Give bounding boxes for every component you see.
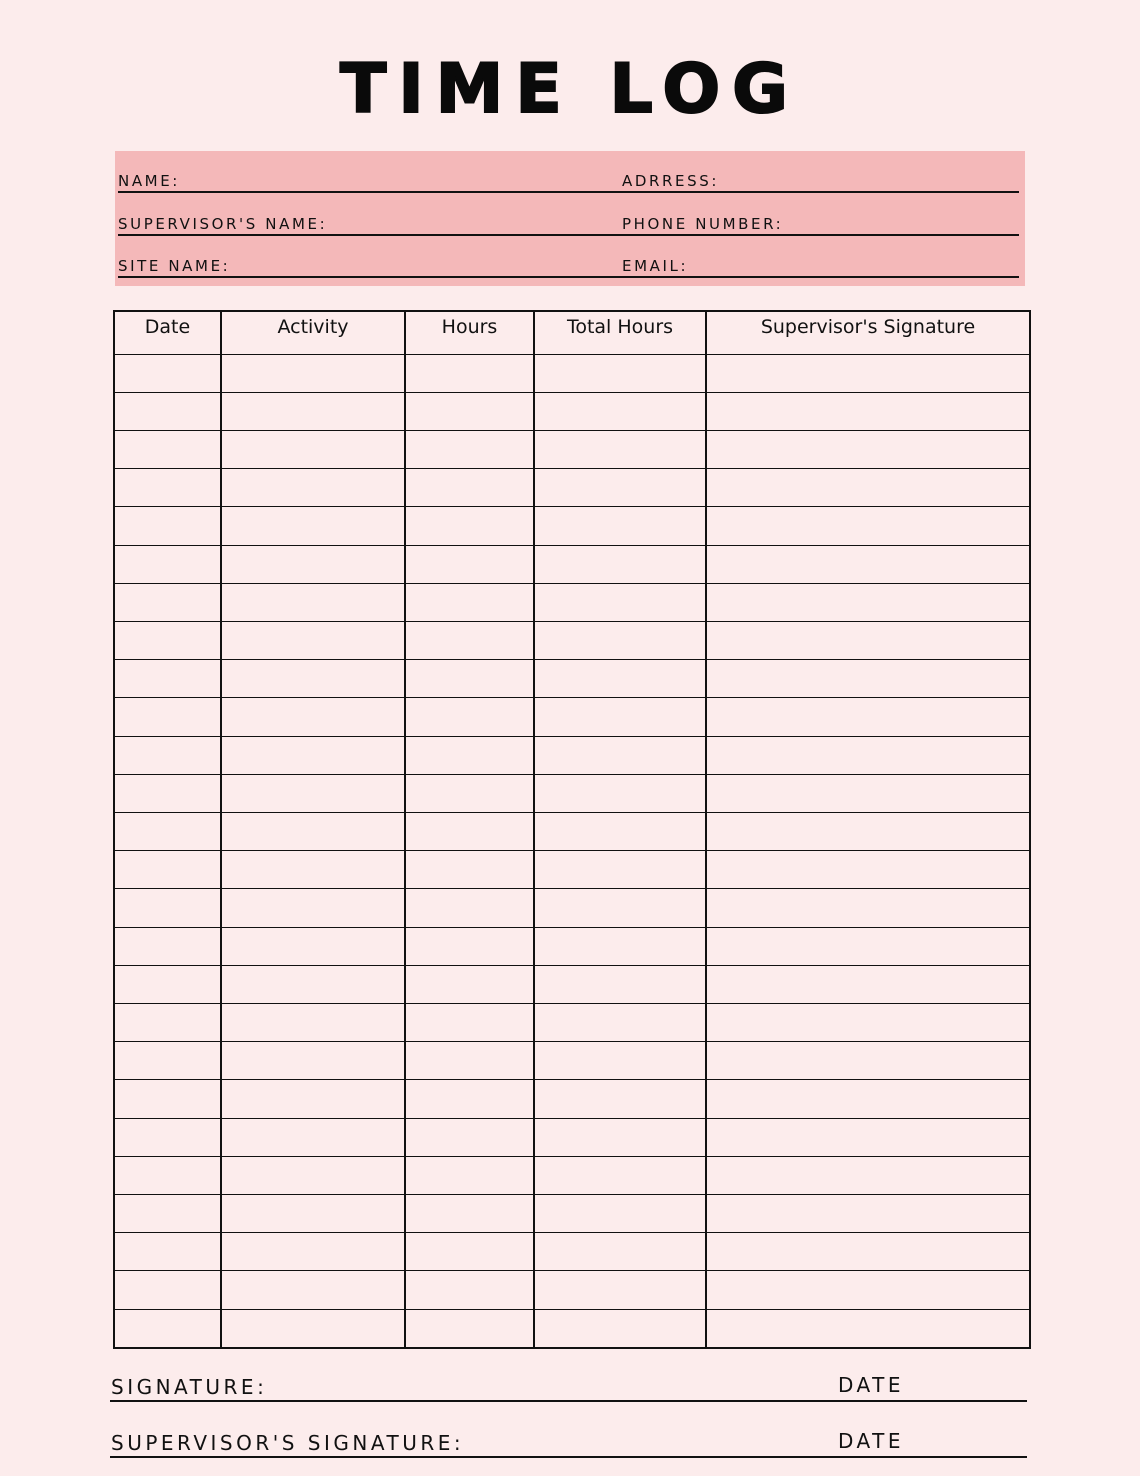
cell-date[interactable] [114, 851, 221, 889]
cell-total-hours[interactable] [534, 507, 706, 545]
cell-supervisor-signature[interactable] [706, 545, 1030, 583]
phone-number-label: PHONE NUMBER: [622, 215, 784, 233]
table-row [114, 660, 1030, 698]
table-row [114, 927, 1030, 965]
cell-supervisor-signature[interactable] [706, 1309, 1030, 1348]
table-row [114, 354, 1030, 392]
name-label: NAME: [118, 172, 180, 190]
cell-hours[interactable] [405, 392, 534, 430]
cell-date[interactable] [114, 927, 221, 965]
cell-hours[interactable] [405, 1080, 534, 1118]
cell-total-hours[interactable] [534, 583, 706, 621]
cell-activity[interactable] [221, 1194, 405, 1232]
cell-activity[interactable] [221, 469, 405, 507]
table-row [114, 1080, 1030, 1118]
cell-date[interactable] [114, 354, 221, 392]
cell-supervisor-signature[interactable] [706, 469, 1030, 507]
column-header-supervisor-signature: Supervisor's Signature [706, 311, 1030, 354]
cell-date[interactable] [114, 1156, 221, 1194]
cell-total-hours[interactable] [534, 812, 706, 850]
cell-hours[interactable] [405, 660, 534, 698]
cell-total-hours[interactable] [534, 1003, 706, 1041]
cell-date[interactable] [114, 1003, 221, 1041]
table-row [114, 1156, 1030, 1194]
cell-activity[interactable] [221, 621, 405, 659]
address-label: ADRRESS: [622, 172, 720, 190]
signature-date-label: DATE [838, 1373, 905, 1397]
column-header-hours: Hours [405, 311, 534, 354]
table-row [114, 889, 1030, 927]
cell-date[interactable] [114, 1042, 221, 1080]
cell-total-hours[interactable] [534, 392, 706, 430]
cell-supervisor-signature[interactable] [706, 660, 1030, 698]
supervisor-name-label: SUPERVISOR'S NAME: [118, 215, 328, 233]
cell-total-hours[interactable] [534, 698, 706, 736]
cell-hours[interactable] [405, 1042, 534, 1080]
cell-activity[interactable] [221, 698, 405, 736]
cell-hours[interactable] [405, 851, 534, 889]
cell-supervisor-signature[interactable] [706, 1118, 1030, 1156]
email-label: EMAIL: [622, 257, 689, 275]
cell-supervisor-signature[interactable] [706, 965, 1030, 1003]
cell-activity[interactable] [221, 354, 405, 392]
info-row-name[interactable] [118, 151, 1019, 193]
page-title: TIME LOG [339, 50, 800, 129]
cell-supervisor-signature[interactable] [706, 1233, 1030, 1271]
table-row [114, 1309, 1030, 1348]
cell-total-hours[interactable] [534, 927, 706, 965]
table-row [114, 965, 1030, 1003]
cell-activity[interactable] [221, 1003, 405, 1041]
cell-activity[interactable] [221, 660, 405, 698]
cell-activity[interactable] [221, 392, 405, 430]
column-header-total-hours: Total Hours [534, 311, 706, 354]
signature-line[interactable] [110, 1360, 1027, 1402]
cell-date[interactable] [114, 621, 221, 659]
cell-activity[interactable] [221, 1042, 405, 1080]
cell-total-hours[interactable] [534, 1233, 706, 1271]
table-row [114, 698, 1030, 736]
cell-activity[interactable] [221, 1118, 405, 1156]
cell-supervisor-signature[interactable] [706, 1003, 1030, 1041]
table-row [114, 736, 1030, 774]
table-row [114, 774, 1030, 812]
cell-date[interactable] [114, 392, 221, 430]
cell-hours[interactable] [405, 1309, 534, 1348]
cell-activity[interactable] [221, 583, 405, 621]
cell-total-hours[interactable] [534, 1156, 706, 1194]
cell-hours[interactable] [405, 965, 534, 1003]
table-header-row [114, 311, 1030, 354]
cell-supervisor-signature[interactable] [706, 889, 1030, 927]
cell-total-hours[interactable] [534, 736, 706, 774]
cell-hours[interactable] [405, 1003, 534, 1041]
table-row [114, 430, 1030, 468]
table-row [114, 1042, 1030, 1080]
cell-total-hours[interactable] [534, 430, 706, 468]
cell-date[interactable] [114, 430, 221, 468]
cell-hours[interactable] [405, 545, 534, 583]
cell-date[interactable] [114, 889, 221, 927]
cell-activity[interactable] [221, 1271, 405, 1309]
cell-date[interactable] [114, 1233, 221, 1271]
cell-activity[interactable] [221, 1080, 405, 1118]
cell-hours[interactable] [405, 469, 534, 507]
cell-hours[interactable] [405, 1271, 534, 1309]
cell-hours[interactable] [405, 1233, 534, 1271]
cell-date[interactable] [114, 774, 221, 812]
cell-hours[interactable] [405, 621, 534, 659]
cell-supervisor-signature[interactable] [706, 736, 1030, 774]
cell-activity[interactable] [221, 507, 405, 545]
cell-supervisor-signature[interactable] [706, 1080, 1030, 1118]
column-header-date: Date [114, 311, 221, 354]
cell-date[interactable] [114, 736, 221, 774]
table-row [114, 507, 1030, 545]
cell-activity[interactable] [221, 1156, 405, 1194]
cell-supervisor-signature[interactable] [706, 698, 1030, 736]
cell-supervisor-signature[interactable] [706, 392, 1030, 430]
cell-activity[interactable] [221, 851, 405, 889]
supervisor-date-label: DATE [838, 1429, 905, 1453]
cell-activity[interactable] [221, 774, 405, 812]
table-row [114, 469, 1030, 507]
cell-total-hours[interactable] [534, 1042, 706, 1080]
cell-supervisor-signature[interactable] [706, 621, 1030, 659]
cell-date[interactable] [114, 1271, 221, 1309]
cell-supervisor-signature[interactable] [706, 1194, 1030, 1232]
info-panel [115, 151, 1025, 286]
cell-total-hours[interactable] [534, 1080, 706, 1118]
cell-total-hours[interactable] [534, 660, 706, 698]
cell-total-hours[interactable] [534, 545, 706, 583]
cell-date[interactable] [114, 1309, 221, 1348]
cell-total-hours[interactable] [534, 1271, 706, 1309]
cell-total-hours[interactable] [534, 889, 706, 927]
table-row [114, 851, 1030, 889]
cell-hours[interactable] [405, 430, 534, 468]
info-row-site[interactable] [118, 236, 1019, 278]
cell-hours[interactable] [405, 583, 534, 621]
cell-total-hours[interactable] [534, 621, 706, 659]
cell-date[interactable] [114, 965, 221, 1003]
cell-date[interactable] [114, 545, 221, 583]
cell-hours[interactable] [405, 507, 534, 545]
cell-activity[interactable] [221, 736, 405, 774]
table-row [114, 1233, 1030, 1271]
cell-supervisor-signature[interactable] [706, 583, 1030, 621]
table-row [114, 1194, 1030, 1232]
table-row [114, 545, 1030, 583]
cell-total-hours[interactable] [534, 965, 706, 1003]
cell-supervisor-signature[interactable] [706, 812, 1030, 850]
cell-total-hours[interactable] [534, 354, 706, 392]
table-row [114, 1271, 1030, 1309]
cell-supervisor-signature[interactable] [706, 774, 1030, 812]
cell-date[interactable] [114, 469, 221, 507]
cell-total-hours[interactable] [534, 469, 706, 507]
cell-hours[interactable] [405, 1194, 534, 1232]
cell-activity[interactable] [221, 812, 405, 850]
cell-hours[interactable] [405, 1118, 534, 1156]
cell-activity[interactable] [221, 927, 405, 965]
cell-supervisor-signature[interactable] [706, 927, 1030, 965]
cell-total-hours[interactable] [534, 1309, 706, 1348]
cell-supervisor-signature[interactable] [706, 507, 1030, 545]
table-row [114, 812, 1030, 850]
cell-date[interactable] [114, 583, 221, 621]
cell-supervisor-signature[interactable] [706, 851, 1030, 889]
cell-date[interactable] [114, 660, 221, 698]
cell-date[interactable] [114, 1194, 221, 1232]
time-log-table [113, 310, 1031, 1349]
cell-total-hours[interactable] [534, 1194, 706, 1232]
info-row-supervisor[interactable] [118, 194, 1019, 236]
signature-label: SIGNATURE: [111, 1375, 268, 1399]
cell-hours[interactable] [405, 812, 534, 850]
cell-hours[interactable] [405, 774, 534, 812]
cell-date[interactable] [114, 507, 221, 545]
table-row [114, 1118, 1030, 1156]
cell-activity[interactable] [221, 889, 405, 927]
table-row [114, 1003, 1030, 1041]
cell-activity[interactable] [221, 1233, 405, 1271]
cell-total-hours[interactable] [534, 1118, 706, 1156]
cell-date[interactable] [114, 698, 221, 736]
cell-activity[interactable] [221, 545, 405, 583]
cell-supervisor-signature[interactable] [706, 1271, 1030, 1309]
cell-supervisor-signature[interactable] [706, 1042, 1030, 1080]
cell-activity[interactable] [221, 430, 405, 468]
table-row [114, 621, 1030, 659]
cell-total-hours[interactable] [534, 851, 706, 889]
cell-hours[interactable] [405, 1156, 534, 1194]
cell-supervisor-signature[interactable] [706, 354, 1030, 392]
cell-hours[interactable] [405, 698, 534, 736]
column-header-activity: Activity [221, 311, 405, 354]
table-row [114, 583, 1030, 621]
cell-total-hours[interactable] [534, 774, 706, 812]
site-name-label: SITE NAME: [118, 257, 231, 275]
supervisor-signature-line[interactable] [110, 1416, 1027, 1458]
cell-supervisor-signature[interactable] [706, 1156, 1030, 1194]
supervisor-signature-label: SUPERVISOR'S SIGNATURE: [111, 1431, 465, 1455]
cell-supervisor-signature[interactable] [706, 430, 1030, 468]
table-body [114, 354, 1030, 1348]
table-row [114, 392, 1030, 430]
cell-date[interactable] [114, 1080, 221, 1118]
cell-date[interactable] [114, 1118, 221, 1156]
cell-activity[interactable] [221, 965, 405, 1003]
cell-hours[interactable] [405, 889, 534, 927]
cell-activity[interactable] [221, 1309, 405, 1348]
cell-date[interactable] [114, 812, 221, 850]
cell-hours[interactable] [405, 736, 534, 774]
cell-hours[interactable] [405, 354, 534, 392]
cell-hours[interactable] [405, 927, 534, 965]
